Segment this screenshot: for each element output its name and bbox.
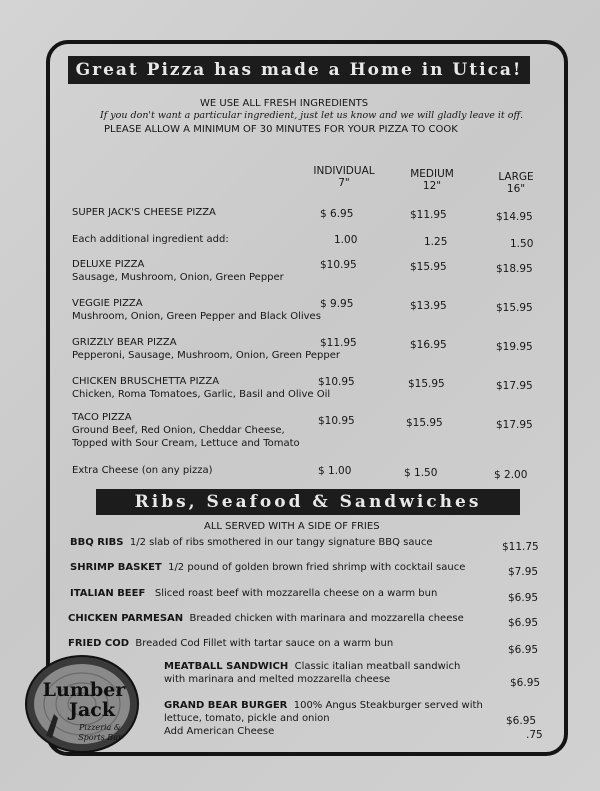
price-large: 1.50 bbox=[510, 238, 534, 250]
sandwich-price: $6.95 bbox=[506, 715, 537, 727]
svg-text:Pizzeria &: Pizzeria & bbox=[79, 723, 121, 732]
price-individual: $10.95 bbox=[318, 376, 355, 388]
pizza-item: TACO PIZZA Ground Beef, Red Onion, Cheddar Cheese, Topped with Sour Cream, Lettuce and Tomato bbox=[72, 412, 300, 449]
svg-text:Lumber: Lumber bbox=[42, 679, 126, 701]
intro-line1: WE USE ALL FRESH INGREDIENTS bbox=[200, 98, 369, 109]
svg-text:Sports Bar: Sports Bar bbox=[78, 733, 122, 742]
sandwich-item: BBQ RIBS 1/2 slab of ribs smothered in our tangy signature BBQ sauce bbox=[70, 537, 433, 548]
price-large: $19.95 bbox=[496, 341, 533, 353]
sandwich-price: $11.75 bbox=[502, 541, 539, 553]
price-medium: $15.95 bbox=[408, 378, 445, 390]
section-banner: Ribs, Seafood & Sandwiches bbox=[96, 489, 520, 515]
price-large: $15.95 bbox=[496, 302, 533, 314]
pizza-item: DELUXE PIZZA Sausage, Mushroom, Onion, Green Pepper bbox=[72, 259, 284, 283]
sandwich-item: SHRIMP BASKET 1/2 pound of golden brown fried shrimp with cocktail sauce bbox=[70, 562, 466, 573]
intro-line3: PLEASE ALLOW A MINIMUM OF 30 MINUTES FOR YOUR PIZZA TO COOK bbox=[104, 124, 458, 135]
intro-line2: If you don't want a particular ingredient, just let us know and we will gladly leave it off. bbox=[100, 110, 524, 121]
pizza-item: Each additional ingredient add: bbox=[72, 234, 229, 245]
pizza-item: Extra Cheese (on any pizza) bbox=[72, 465, 213, 476]
pizza-item: GRIZZLY BEAR PIZZA Pepperoni, Sausage, Mushroom, Onion, Green Pepper bbox=[72, 337, 340, 361]
lumberjack-logo bbox=[24, 654, 140, 754]
price-individual: $10.95 bbox=[320, 259, 357, 271]
size-header-large: LARGE 16" bbox=[498, 171, 534, 195]
sandwich-item: GRAND BEAR BURGER 100% Angus Steakburger served with lettuce, tomato, pickle and onion Add American Cheese bbox=[164, 700, 483, 737]
svg-text:Jack: Jack bbox=[68, 699, 116, 721]
price-large: $14.95 bbox=[496, 211, 533, 223]
sandwich-price: $6.95 bbox=[508, 617, 539, 629]
price-individual: $ 9.95 bbox=[320, 298, 354, 310]
price-large: $17.95 bbox=[496, 419, 533, 431]
sandwich-price: $7.95 bbox=[508, 566, 539, 578]
size-header-individual: INDIVIDUAL 7" bbox=[313, 165, 375, 189]
sandwich-price: $6.95 bbox=[508, 644, 539, 656]
price-medium: $16.95 bbox=[410, 339, 447, 351]
price-individual: $ 1.00 bbox=[318, 465, 352, 477]
sandwich-item: MEATBALL SANDWICH Classic italian meatball sandwich with marinara and melted mozzarella cheese bbox=[164, 661, 461, 685]
price-large: $18.95 bbox=[496, 263, 533, 275]
section-note: ALL SERVED WITH A SIDE OF FRIES bbox=[204, 521, 380, 532]
price-individual: $ 6.95 bbox=[320, 208, 354, 220]
price-individual: $10.95 bbox=[318, 415, 355, 427]
price-large: $ 2.00 bbox=[494, 469, 528, 481]
pizza-item: SUPER JACK'S CHEESE PIZZA bbox=[72, 207, 216, 218]
sandwich-price: $6.95 bbox=[510, 677, 541, 689]
pizza-item: VEGGIE PIZZA Mushroom, Onion, Green Pepper and Black Olives bbox=[72, 298, 321, 322]
price-medium: $ 1.50 bbox=[404, 467, 438, 479]
sandwich-item: CHICKEN PARMESAN Breaded chicken with marinara and mozzarella cheese bbox=[68, 613, 464, 624]
header-banner: Great Pizza has made a Home in Utica! bbox=[68, 56, 530, 84]
sandwich-item: ITALIAN BEEF Sliced roast beef with mozzarella cheese on a warm bun bbox=[70, 588, 438, 599]
size-header-medium: MEDIUM 12" bbox=[410, 168, 454, 192]
sandwich-item: FRIED COD Breaded Cod Fillet with tartar sauce on a warm bun bbox=[68, 638, 394, 649]
pizza-item: CHICKEN BRUSCHETTA PIZZA Chicken, Roma Tomatoes, Garlic, Basil and Olive Oil bbox=[72, 376, 331, 400]
price-medium: $13.95 bbox=[410, 300, 447, 312]
sandwich-addon-price: .75 bbox=[526, 729, 543, 741]
price-individual: 1.00 bbox=[334, 234, 358, 246]
sandwich-price: $6.95 bbox=[508, 592, 539, 604]
price-large: $17.95 bbox=[496, 380, 533, 392]
price-individual: $11.95 bbox=[320, 337, 357, 349]
price-medium: $15.95 bbox=[406, 417, 443, 429]
price-medium: 1.25 bbox=[424, 236, 448, 248]
price-medium: $15.95 bbox=[410, 261, 447, 273]
price-medium: $11.95 bbox=[410, 209, 447, 221]
